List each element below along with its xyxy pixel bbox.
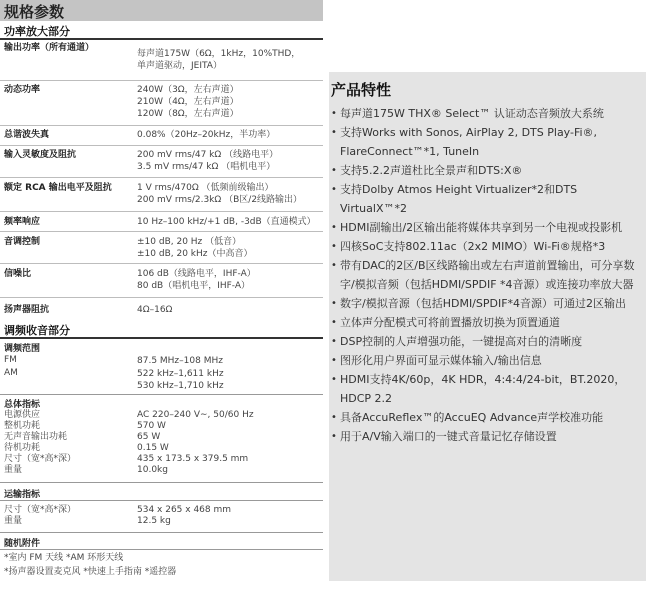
general-label: 总体指标 (4, 400, 41, 410)
feature-item (329, 408, 646, 427)
general-item-power-supply: 电源供应 (4, 410, 41, 420)
features-list (329, 104, 646, 446)
general-values: AC 220–240 V∼, 50/60 Hz 570 W 65 W 0.15 W 435 x 173.5 x 379.5 mm 10.0kg (137, 410, 254, 475)
shipping-label: 运输指标 (4, 490, 41, 500)
section-divider (0, 394, 323, 395)
row-divider (0, 177, 323, 178)
general-item-idle-consumption: 无声音输出功耗 (4, 432, 68, 442)
spec-value: 240W（3Ω，左右声道） 210W（4Ω，左右声道） 120W（8Ω，左右声道） (137, 85, 239, 119)
bullet-icon: • (331, 355, 337, 366)
spec-value: 每声道175W（6Ω，1kHz，10%THD， 单声道驱动，JEITA） (137, 49, 301, 71)
shipping-item-weight: 重量 (4, 516, 23, 526)
section-divider (0, 38, 323, 40)
feature-text: 带有DAC的2区/B区线路输出或左右声道前置输出，可分享数字/模拟音频（包括HDMI/SPDIF *4音源）或连接功率放大器 (340, 259, 635, 291)
specs-title: 规格参数 (4, 3, 65, 21)
feature-item (329, 256, 646, 294)
general-item-standby: 待机功耗 (4, 443, 41, 453)
feature-item (329, 351, 646, 370)
spec-value: 10 Hz–100 kHz/+1 dB, -3dB（直通模式） (137, 217, 316, 227)
bullet-icon: • (331, 336, 337, 347)
feature-item (329, 104, 646, 123)
general-item-dimensions: 尺寸（宽*高*深） (4, 454, 77, 464)
spec-value: ±10 dB, 20 Hz （低音） ±10 dB, 20 kHz（中高音） (137, 237, 253, 259)
feature-text: 立体声分配模式可将前置播放切换为顶置通道 (340, 316, 560, 329)
specs-panel (0, 0, 323, 591)
spec-label: 总谐波失真 (4, 130, 50, 140)
feature-text: 支持5.2.2声道杜比全景声和DTS:X® (340, 164, 523, 177)
shipping-item-dimensions: 尺寸（宽*高*深） (4, 505, 77, 515)
row-divider (0, 297, 323, 298)
feature-text: 四核SoC支持802.11ac（2x2 MIMO）Wi-Fi®规格*3 (340, 240, 606, 253)
spec-label: 额定 RCA 输出电平及阻抗 (4, 183, 112, 193)
bullet-icon: • (331, 412, 337, 423)
feature-item (329, 294, 646, 313)
general-item-weight: 重量 (4, 465, 23, 475)
feature-item (329, 427, 646, 446)
bullet-icon: • (331, 108, 337, 119)
tuner-range-label: 调频范围 (4, 344, 41, 354)
bullet-icon: • (331, 184, 337, 195)
feature-item (329, 180, 646, 218)
row-divider (0, 263, 323, 264)
bullet-icon: • (331, 298, 337, 309)
section-divider (0, 532, 323, 533)
tuner-section-heading: 调频收音部分 (4, 324, 70, 337)
feature-text: 用于A/V输入端口的一键式音量记忆存储设置 (340, 430, 557, 443)
spec-label: 频率响应 (4, 217, 41, 227)
spec-label: 输入灵敏度及阻抗 (4, 150, 77, 160)
spec-value: 200 mV rms/47 kΩ （线路电平） 3.5 mV rms/47 kΩ （唱机电平） (137, 150, 279, 172)
feature-item (329, 370, 646, 408)
spec-value: 106 dB（线路电平，IHF-A） 80 dB（唱机电平，IHF-A） (137, 269, 256, 291)
section-divider (0, 482, 323, 483)
amp-section-heading: 功率放大部分 (4, 25, 70, 38)
spec-label: 输出功率（所有通道） (4, 43, 95, 53)
bullet-icon: • (331, 260, 337, 271)
bullet-icon: • (331, 127, 337, 138)
accessories-label: 随机附件 (4, 539, 41, 549)
tuner-band-fm: FM (4, 355, 17, 365)
spec-value: 4Ω–16Ω (137, 305, 173, 315)
feature-text: 支持Dolby Atmos Height Virtualizer*2和DTS VirtualX™*2 (340, 183, 578, 215)
section-divider (0, 500, 323, 501)
spec-label: 信噪比 (4, 269, 32, 279)
row-divider (0, 125, 323, 126)
tuner-values: 87.5 MHz–108 MHz 522 kHz–1,611 kHz 530 kHz–1,710 kHz (137, 356, 224, 391)
feature-text: HDMI副输出/2区输出能将媒体共享到另一个电视或投影机 (340, 221, 623, 234)
features-panel (329, 72, 646, 581)
feature-item (329, 161, 646, 180)
bullet-icon: • (331, 374, 337, 385)
feature-text: HDMI支持4K/60p，4K HDR，4:4:4/24-bit，BT.2020，HDCP 2.2 (340, 373, 626, 405)
spec-label: 扬声器阻抗 (4, 305, 50, 315)
feature-text: 支持Works with Sonos, AirPlay 2, DTS Play-Fi®, FlareConnect™*1, TuneIn (340, 126, 598, 158)
spec-value: 1 V rms/470Ω （低频前级输出） 200 mV rms/2.3kΩ （B区/2线路输出） (137, 183, 303, 205)
row-divider (0, 211, 323, 212)
row-divider (0, 145, 323, 146)
bullet-icon: • (331, 222, 337, 233)
feature-text: 每声道175W THX® Select™ 认证动态音频放大系统 (340, 107, 604, 120)
general-item-consumption: 整机功耗 (4, 421, 41, 431)
feature-text: 数字/模拟音源（包括HDMI/SPDIF*4音源）可通过2区输出 (340, 297, 627, 310)
specs-title-bar (0, 0, 323, 21)
feature-item (329, 237, 646, 256)
bullet-icon: • (331, 241, 337, 252)
spec-label: 动态功率 (4, 85, 41, 95)
feature-item (329, 332, 646, 351)
accessories-line-2: *扬声器设置麦克风 *快速上手指南 *遥控器 (4, 567, 177, 577)
feature-text: 具备AccuReflex™的AccuEQ Advance声学校准功能 (340, 411, 604, 424)
section-divider (0, 337, 323, 339)
feature-text: 图形化用户界面可显示媒体输入/输出信息 (340, 354, 542, 367)
feature-item (329, 218, 646, 237)
feature-text: DSP控制的人声增强功能，一键提高对白的清晰度 (340, 335, 583, 348)
accessories-line-1: *室内 FM 天线 *AM 环形天线 (4, 553, 124, 563)
row-divider (0, 80, 323, 81)
bullet-icon: • (331, 431, 337, 442)
feature-item (329, 313, 646, 332)
row-divider (0, 231, 323, 232)
tuner-band-am: AM (4, 368, 18, 378)
section-divider (0, 549, 323, 550)
shipping-values: 534 x 265 x 468 mm 12.5 kg (137, 505, 232, 526)
bullet-icon: • (331, 317, 337, 328)
spec-label: 音调控制 (4, 237, 41, 247)
spec-value: 0.08%（20Hz–20kHz，半功率） (137, 130, 276, 140)
features-title: 产品特性 (331, 81, 392, 99)
bullet-icon: • (331, 165, 337, 176)
feature-item (329, 123, 646, 161)
